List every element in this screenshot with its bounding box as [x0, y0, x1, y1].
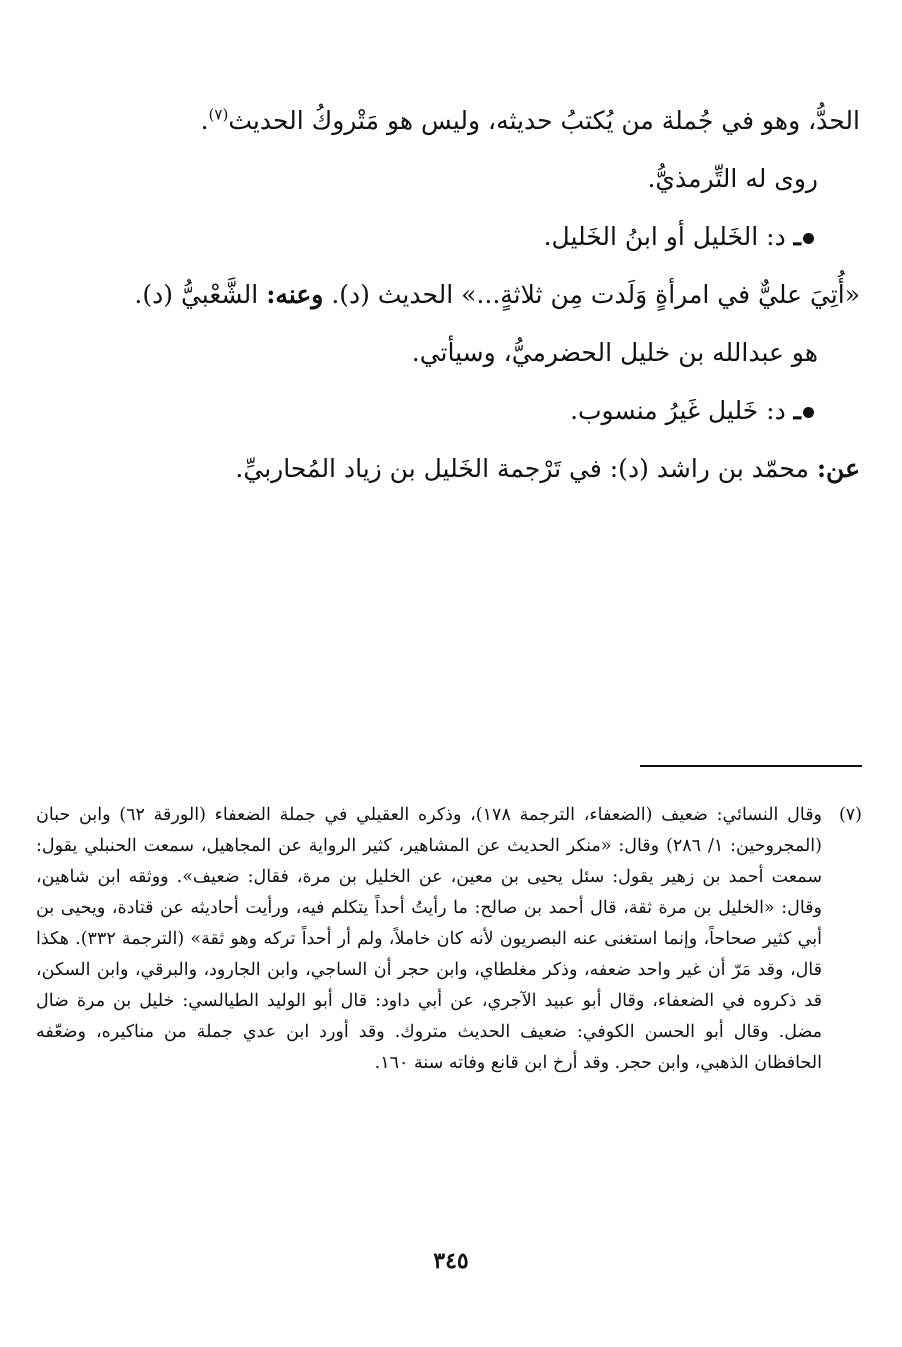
paragraph-3-text: «أُتِيَ عليٌّ في امرأةٍ وَلَدت مِن ثلاثةٍ...» الحديث (د). — [331, 280, 860, 309]
paragraph-1-end: . — [200, 106, 209, 135]
paragraph-5 — [40, 452, 860, 486]
paragraph-5-text: محمّد بن راشد (د): في تَرْجمة الخَليل بن زياد المُحاربيِّ. — [235, 454, 809, 483]
paragraph-3-rest: الشَّعْبيُّ (د). — [134, 280, 259, 309]
paragraph-3 — [40, 278, 860, 312]
paragraph-3-label: وعنه: — [266, 280, 324, 309]
entry-1-dash: ـ — [793, 222, 801, 251]
paragraph-1-text: الحدُّ، وهو في جُملة من يُكتبُ حديثه، وليس هو مَتْروكُ الحديث — [228, 106, 860, 135]
footnote-text: وقال النسائي: ضعيف (الضعفاء، الترجمة ١٧٨)، وذكره العقيلي في جملة الضعفاء (الورقة ٦٢) وابن حبان (المجروحين: ١/ ٢٨٦) وقال: «منكر الحديث عن المشاهير، كثير الرواية عن المجاهيل، سمعت الحنبلي يقول: سمعت أحمد بن زهير يقول: سئل يحيى بن معين، عن الخليل بن مرة، فقال: ضعيف». ووثقه ابن شاهين، وقال: «الخليل بن مرة ثقة، قال أحمد بن صالح: ما رأيتُ أحداً يتكلم فيه، ورأيت أحاديثه عن قتادة، ويحيى بن أبي كثير صحاحاً، وإنما استغنى عنه البصريون لأنه كان خاملاً، ولم أر أحداً تركه وهو ثقة» (الترجمة ٣٣٢). هكذا قال، وقد مَرّ أن غير واحد ضعفه، وذكر مغلطاي، وابن حجر أن الساجي، وابن الجارود، والبرقي، وابن السكن، قد ذكروه في الضعفاء، وقال أبو عبيد الآجري، عن أبي داود: قال أبو الوليد الطيالسي: خليل بن مرة ضال مضل. وقال أبو الحسن الكوفي: ضعيف الحديث متروك. وقد أورد ابن عدي جملة من مناكيره، وضعّفه الحافظان الذهبي، وابن حجر. وقد أرخ ابن قانع وفاته سنة ١٦٠. — [36, 805, 823, 1073]
paragraph-5-label: عن: — [816, 454, 860, 483]
entry-2-dash: ـ — [793, 396, 801, 425]
footnote-reference: (٧) — [208, 105, 229, 124]
entry-1-text: د: الخَليل أو ابنُ الخَليل. — [543, 222, 786, 251]
paragraph-1 — [40, 104, 860, 138]
page-number: ٣٤٥ — [433, 1248, 469, 1274]
paragraph-2: روى له التِّرمذيُّ. — [647, 164, 818, 193]
footnote-divider — [640, 765, 862, 767]
bullet-icon — [803, 233, 814, 244]
main-text — [40, 104, 860, 510]
footnote — [36, 800, 862, 1079]
entry-1 — [40, 220, 860, 254]
footnote-marker: (٧) — [838, 805, 862, 825]
bullet-icon — [803, 407, 814, 418]
entry-2-text: د: خَليل غَيرُ منسوب. — [570, 396, 786, 425]
paragraph-4: هو عبدالله بن خليل الحضرميُّ، وسيأتي. — [411, 338, 818, 367]
entry-2 — [40, 394, 860, 428]
